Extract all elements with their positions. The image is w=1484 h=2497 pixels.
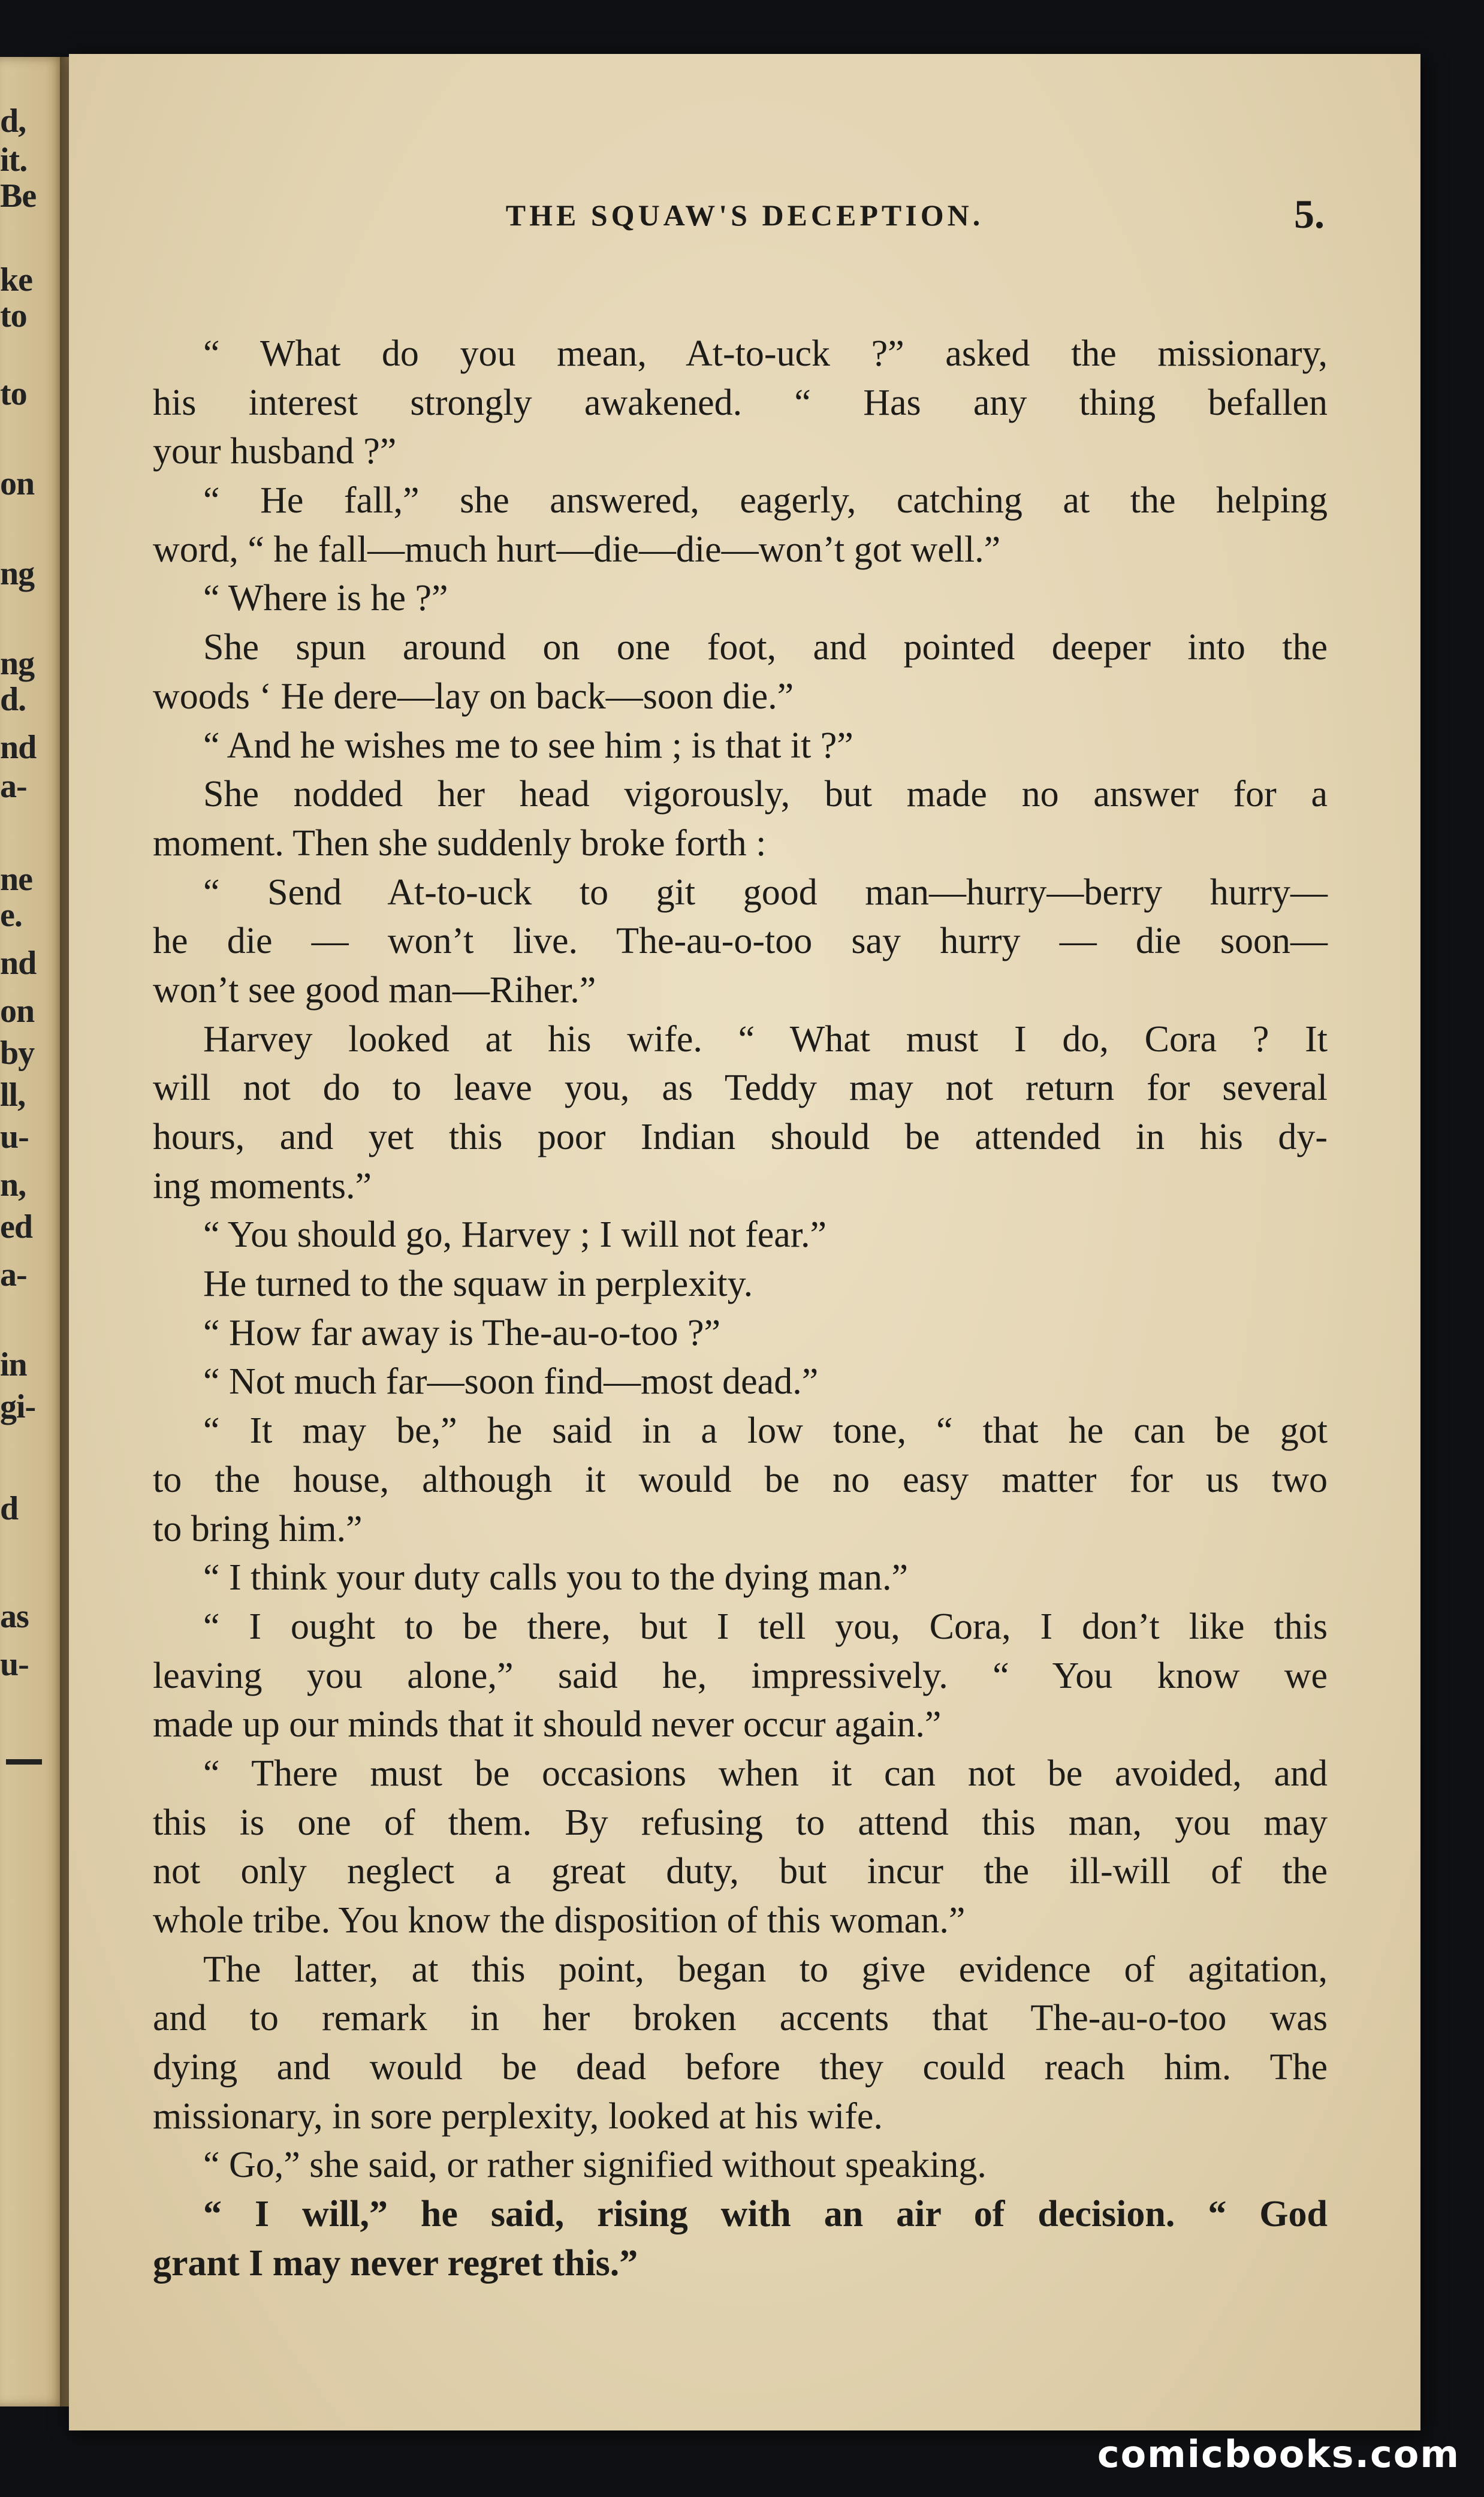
text-line: She nodded her head vigorously, but made no answer for a	[203, 774, 1328, 815]
facing-page-fragment: to	[0, 375, 27, 412]
text-line: “ What do you mean, At-to-uck ?” asked the missionary,	[203, 333, 1328, 374]
text-line: dying and would be dead before they could reach him. The	[153, 2047, 1328, 2088]
text-line: leaving you alone,” said he, impressively. “ You know we	[153, 1655, 1328, 1696]
text-line: your husband ?”	[153, 431, 397, 472]
text-line: missionary, in sore perplexity, looked at his wife.	[153, 2095, 883, 2137]
text-line: will not do to leave you, as Teddy may not return for several	[153, 1067, 1328, 1109]
facing-page-fragment: u-	[0, 1646, 29, 1683]
text-line: “ I think your duty calls you to the dying man.”	[203, 1557, 909, 1599]
page-number: 5.	[1294, 191, 1325, 237]
text-line: made up our minds that it should never occur again.”	[153, 1704, 942, 1745]
facing-page-fragment: nd	[0, 729, 37, 766]
facing-page-fragment: d	[0, 1490, 19, 1527]
text-line: grant I may never regret this.”	[153, 2242, 638, 2284]
facing-page-fragment: ng	[0, 555, 35, 592]
facing-page-fragment: nd	[0, 945, 37, 982]
facing-page-fragment: as	[0, 1598, 29, 1635]
facing-page-fragment: a-	[0, 768, 27, 805]
text-line: “ You should go, Harvey ; I will not fear.”	[203, 1214, 827, 1256]
facing-page-fragment: d,	[0, 102, 26, 140]
book-page	[69, 54, 1420, 2430]
facing-page-fragment: by	[0, 1035, 35, 1072]
text-line: “ Send At-to-uck to git good man—hurry—berry hurry—	[203, 871, 1328, 913]
facing-page-fragment: on	[0, 993, 35, 1030]
text-line: “ He fall,” she answered, eagerly, catching at the helping	[203, 480, 1328, 521]
text-line: not only neglect a great duty, but incur the ill-will of the	[153, 1851, 1328, 1892]
text-line: “ I will,” he said, rising with an air of decision. “ God	[203, 2194, 1328, 2235]
text-line: woods ‘ He dere—lay on back—soon die.”	[153, 675, 794, 717]
facing-page-fragment: n,	[0, 1166, 26, 1204]
text-line: whole tribe. You know the disposition of this woman.”	[153, 1900, 966, 1941]
text-line: He turned to the squaw in perplexity.	[203, 1263, 753, 1305]
text-line: he die — won’t live. The-au-o-too say hurry — die soon—	[153, 921, 1328, 962]
running-head: THE SQUAW'S DECEPTION.	[505, 198, 984, 232]
facing-page-rule	[6, 1759, 42, 1765]
facing-page-fragment: gi-	[0, 1388, 36, 1425]
text-line: “ It may be,” he said in a low tone, “ that he can be got	[203, 1410, 1328, 1452]
facing-page-fragment: it.	[0, 141, 28, 179]
text-line: “ How far away is The-au-o-too ?”	[203, 1312, 721, 1353]
text-line: “ There must be occasions when it can not be avoided, and	[203, 1753, 1328, 1794]
facing-page-fragment: to	[0, 297, 27, 334]
facing-page-fragment: Be	[0, 177, 37, 215]
facing-page-fragment: ng	[0, 645, 35, 682]
text-line: ing moments.”	[153, 1165, 372, 1207]
facing-page-fragment: in	[0, 1346, 27, 1383]
text-line: Harvey looked at his wife. “ What must I do, Cora ? It	[203, 1018, 1328, 1060]
facing-page-fragment: e.	[0, 897, 22, 934]
text-line: The latter, at this point, began to give evidence of agitation,	[203, 1949, 1328, 1990]
facing-page-fragment: ne	[0, 861, 32, 898]
text-line: to bring him.”	[153, 1508, 363, 1549]
text-line: won’t see good man—Riher.”	[153, 969, 596, 1011]
text-line: hours, and yet this poor Indian should be attended in his dy-	[153, 1117, 1328, 1157]
text-line: his interest strongly awakened. “ Has any thing befallen	[153, 382, 1328, 423]
watermark: comicbooks.com	[1097, 2432, 1460, 2476]
text-line: this is one of them. By refusing to attend this man, you may	[153, 1802, 1328, 1843]
text-line: “ Not much far—soon find—most dead.”	[203, 1361, 819, 1403]
text-line: She spun around on one foot, and pointed deeper into the	[203, 627, 1328, 668]
text-line: word, “ he fall—much hurt—die—die—won’t got well.”	[153, 529, 1001, 570]
facing-page-fragment: a-	[0, 1256, 27, 1293]
page-body	[153, 330, 1328, 2288]
text-line: to the house, although it would be no easy matter for us two	[153, 1459, 1328, 1500]
facing-page-fragment: ll,	[0, 1076, 26, 1114]
text-line: “ Where is he ?”	[203, 578, 448, 619]
text-line: moment. Then she suddenly broke forth :	[153, 822, 767, 864]
facing-page-edge	[0, 57, 66, 2406]
text-line: “ Go,” she said, or rather signified without speaking.	[203, 2145, 987, 2186]
text-line: “ I ought to be there, but I tell you, Cora, I don’t like this	[203, 1606, 1328, 1647]
text-line: “ And he wishes me to see him ; is that it ?”	[203, 725, 853, 766]
facing-page-fragment: d.	[0, 681, 26, 718]
facing-page-fragment: u-	[0, 1118, 29, 1156]
facing-page-fragment: ed	[0, 1208, 32, 1246]
text-line: and to remark in her broken accents that The-au-o-too was	[153, 1998, 1328, 2039]
facing-page-fragment: on	[0, 465, 35, 502]
facing-page-fragment: ke	[0, 261, 32, 298]
